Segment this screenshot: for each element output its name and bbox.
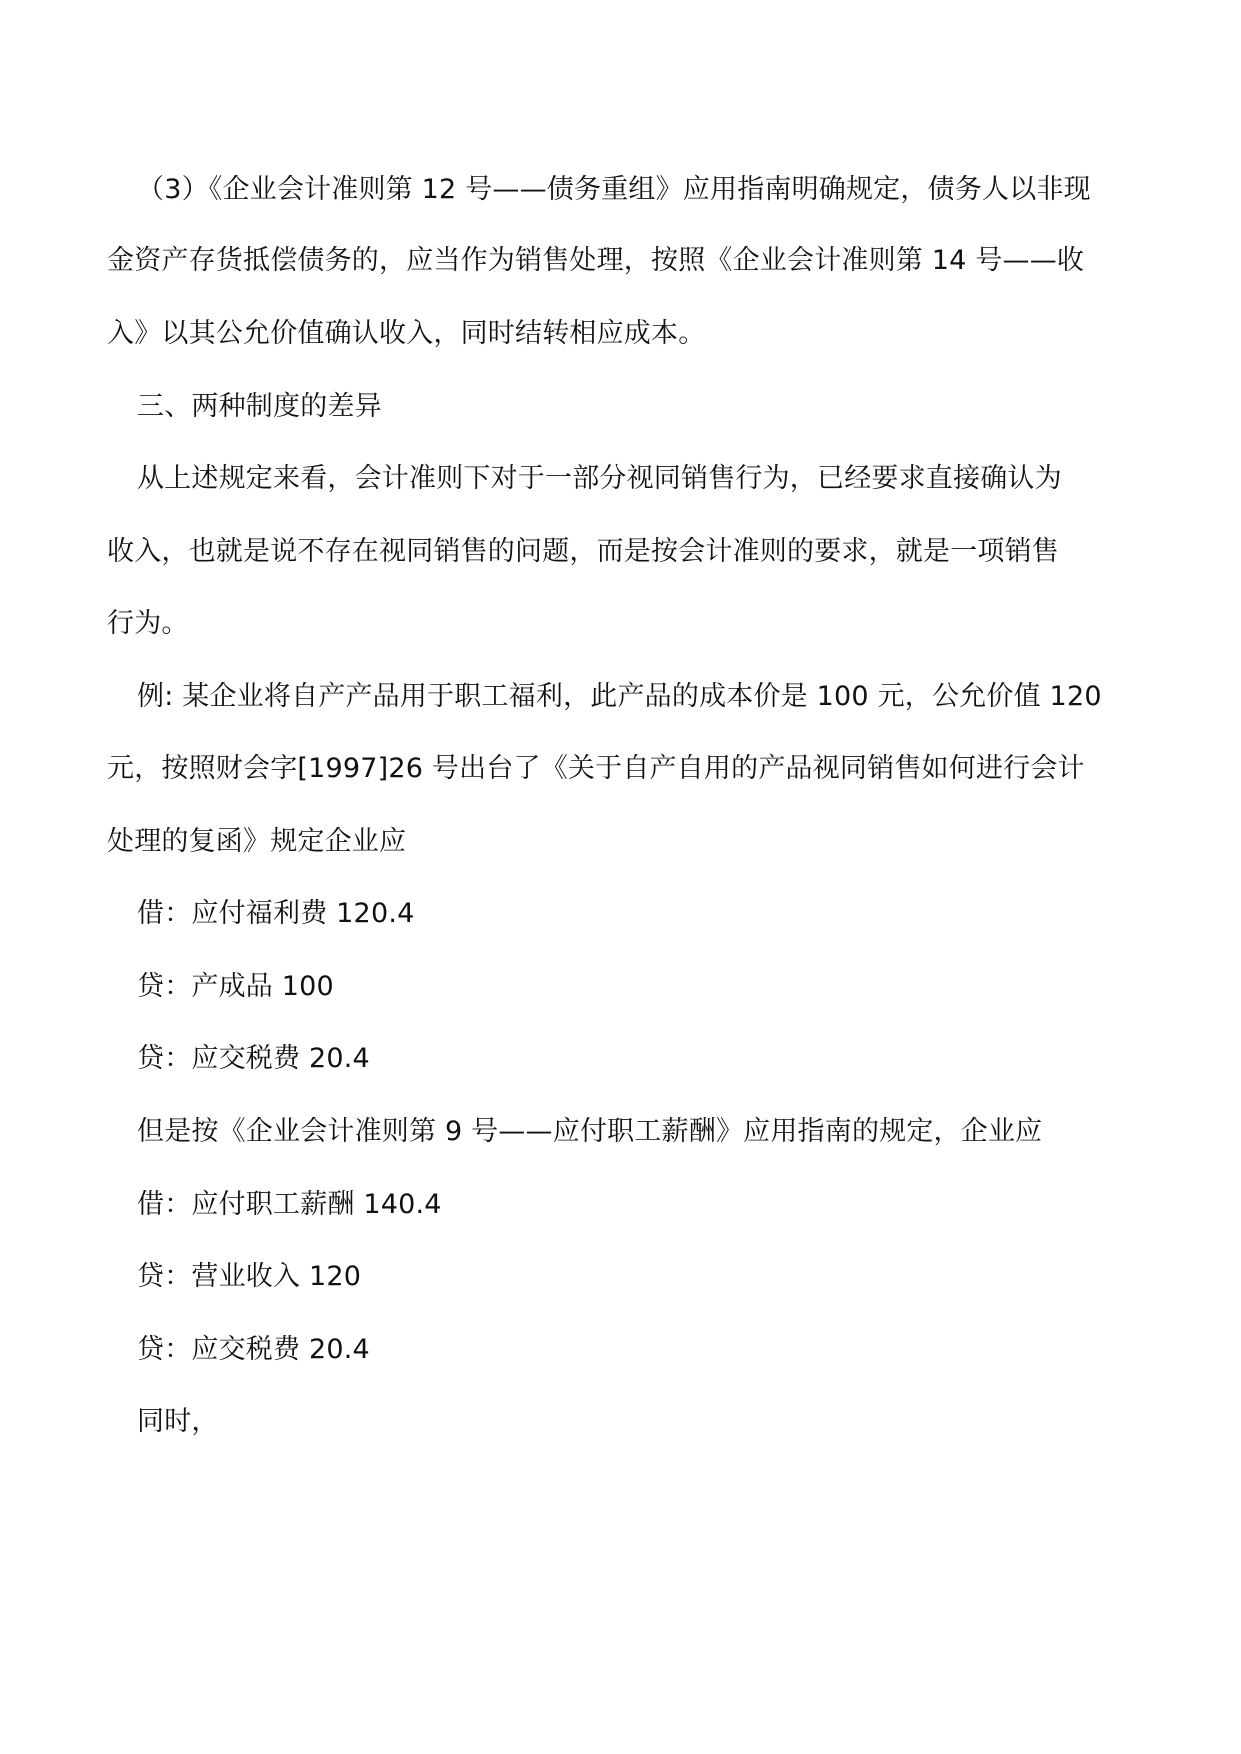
example-line-1: 例: 某企业将自产产品用于职工福利，此产品的成本价是 100 元，公允价值 120 — [137, 681, 1102, 712]
paragraph-2-line-3: 行为。 — [107, 608, 189, 639]
journal-entry-old-credit-2: 贷：应交税费 20.4 — [137, 1043, 370, 1074]
paragraph-1-line-3: 入》以其公允价值确认收入，同时结转相应成本。 — [107, 318, 706, 349]
paragraph-1-line-2: 金资产存货抵偿债务的，应当作为销售处理，按照《企业会计准则第 14 号——收 — [107, 245, 1085, 276]
journal-entry-new-credit-1: 贷：营业收入 120 — [137, 1261, 362, 1292]
transition-paragraph: 但是按《企业会计准则第 9 号——应付职工薪酬》应用指南的规定，企业应 — [137, 1116, 1043, 1147]
paragraph-1-line-1: （3）《企业会计准则第 12 号——债务重组》应用指南明确规定，债务人以非现 — [137, 174, 1091, 205]
example-line-3: 处理的复函》规定企业应 — [107, 826, 407, 857]
journal-entry-new-debit: 借：应付职工薪酬 140.4 — [137, 1189, 442, 1220]
paragraph-2-line-2: 收入，也就是说不存在视同销售的问题，而是按会计准则的要求，就是一项销售 — [107, 536, 1059, 567]
journal-entry-old-debit: 借：应付福利费 120.4 — [137, 898, 415, 929]
closing-line: 同时， — [137, 1406, 219, 1437]
journal-entry-new-credit-2: 贷：应交税费 20.4 — [137, 1334, 370, 1365]
journal-entry-old-credit-1: 贷：产成品 100 — [137, 971, 334, 1002]
example-line-2: 元，按照财会字[1997]26 号出台了《关于自产自用的产品视同销售如何进行会计 — [107, 753, 1085, 784]
paragraph-2-line-1: 从上述规定来看，会计准则下对于一部分视同销售行为，已经要求直接确认为 — [137, 463, 1062, 494]
section-heading: 三、两种制度的差异 — [137, 391, 382, 422]
